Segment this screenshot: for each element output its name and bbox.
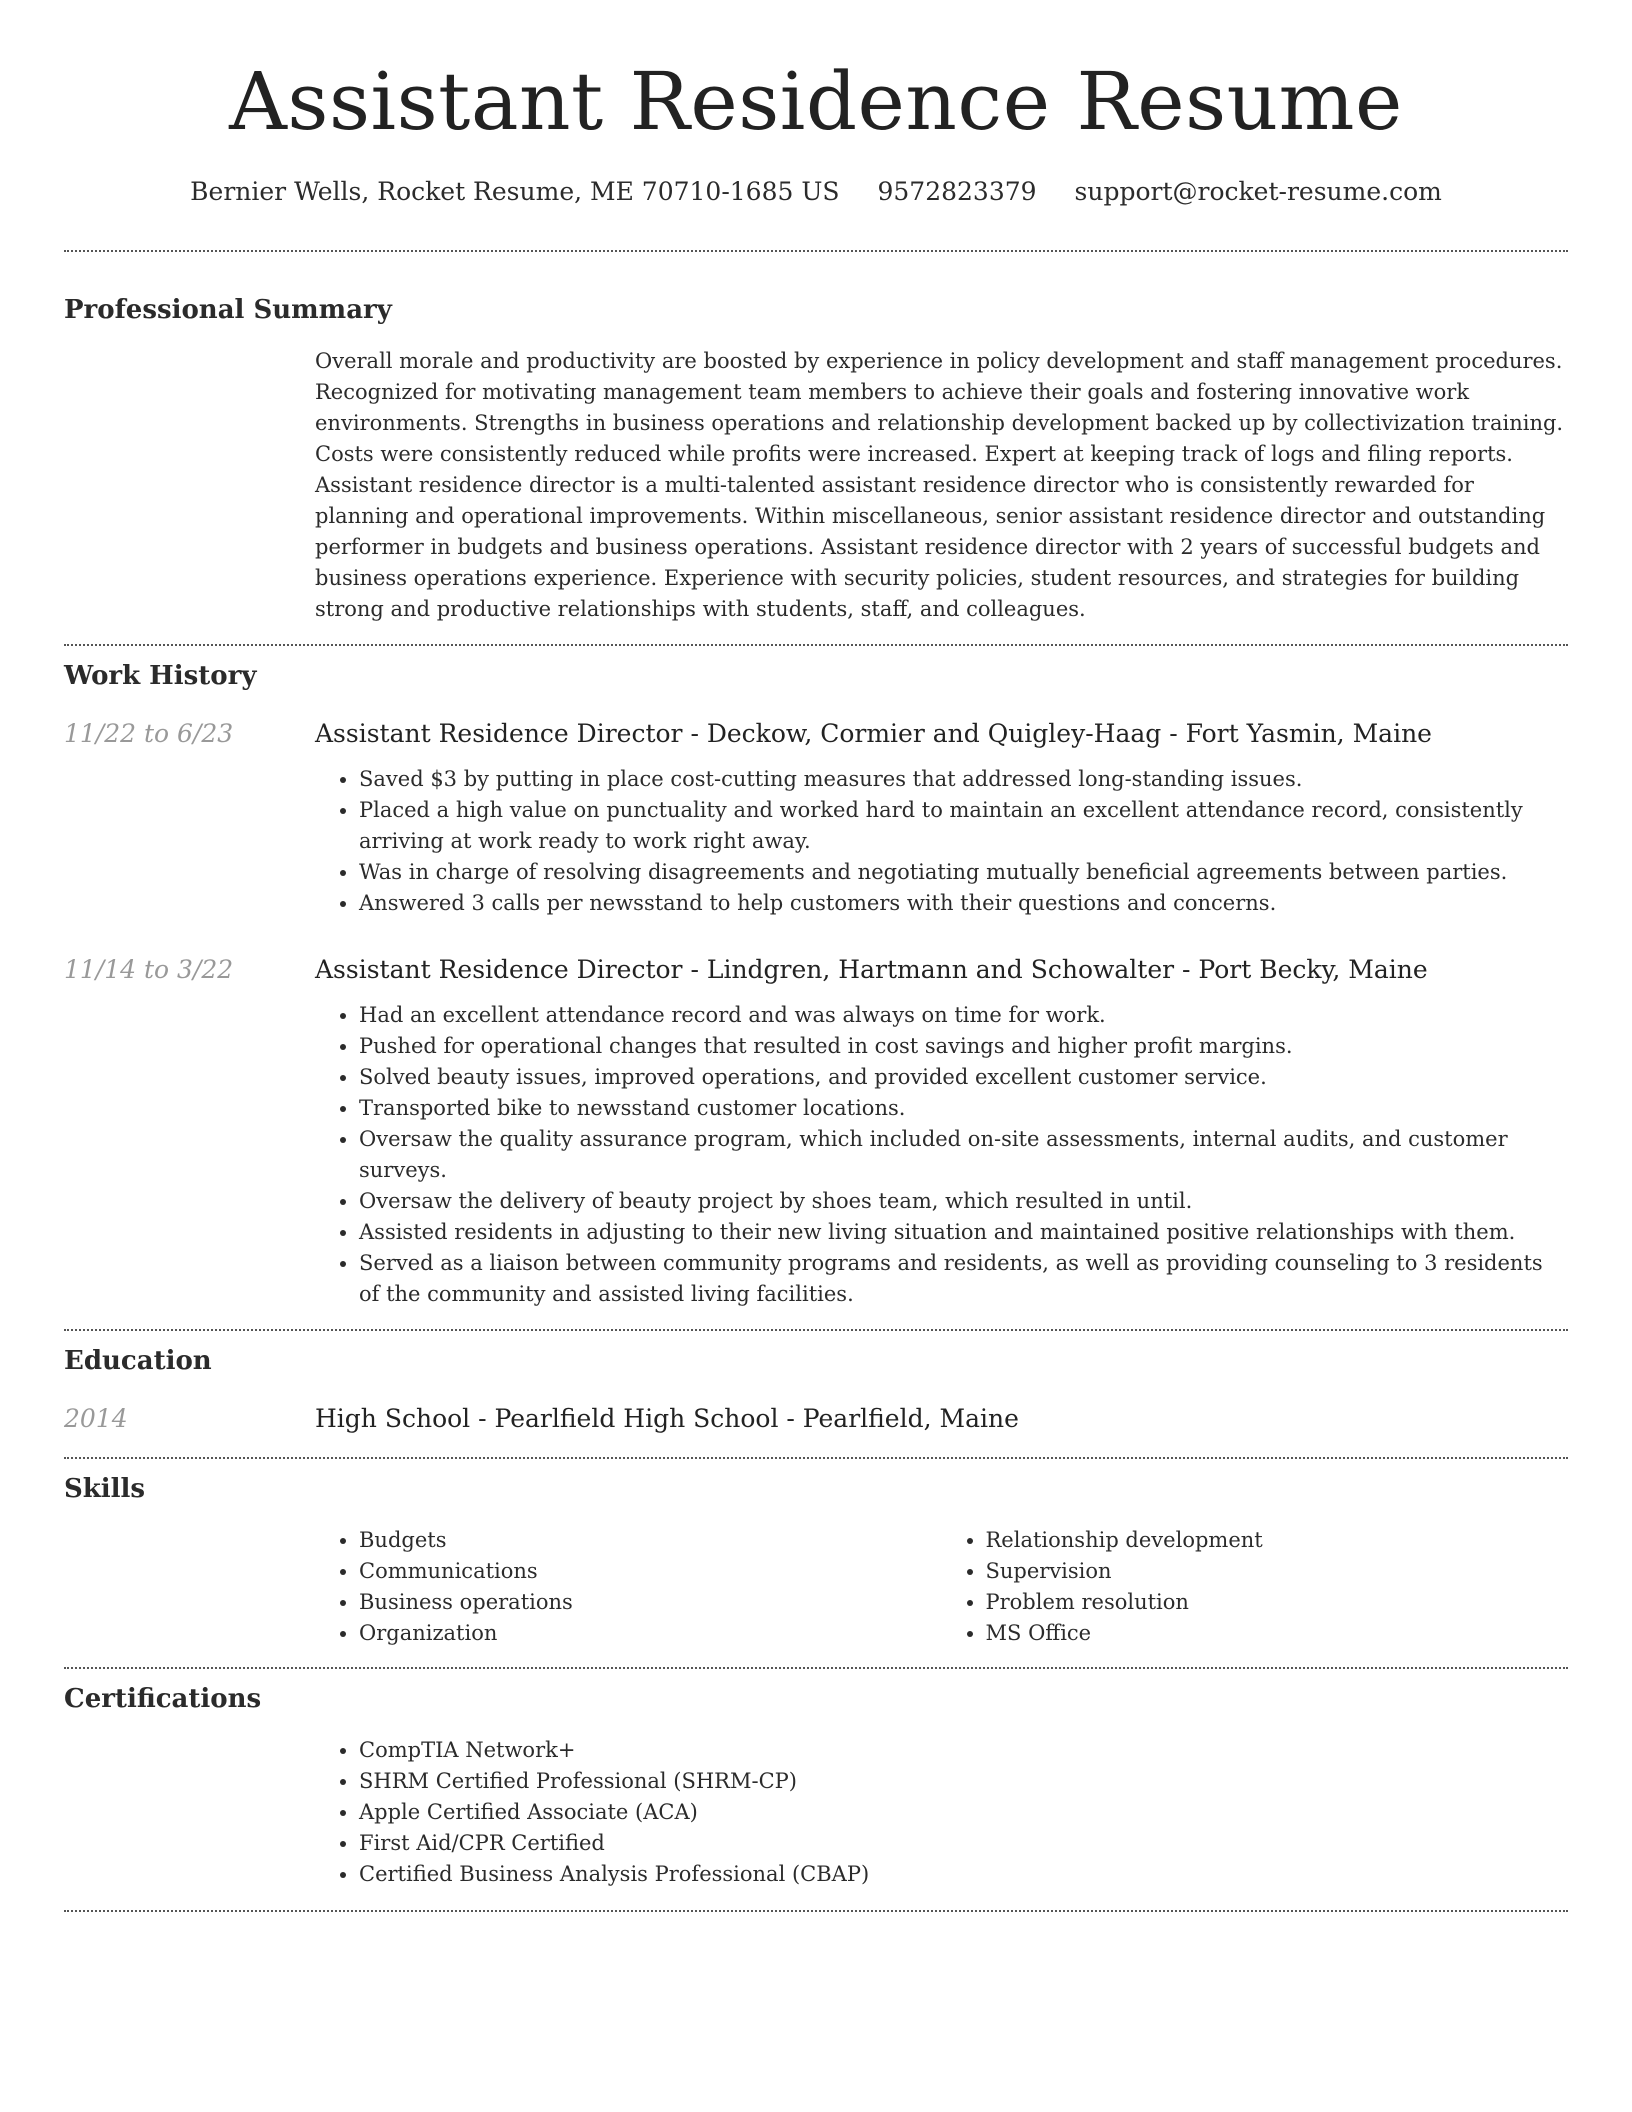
certification-item: • SHRM Certified Professional (SHRM-CP): [359, 1766, 1568, 1797]
section-heading-skills: Skills: [64, 1474, 146, 1504]
skill-item: • Problem resolution: [986, 1587, 1569, 1618]
resume-title: Assistant Residence Resume: [229, 55, 1403, 148]
list-item: • Placed a high value on punctuality and worked hard to maintain an excellent attendance record, consistently arriving at work ready to work right away.: [359, 795, 1568, 857]
contact-line: [64, 174, 1568, 210]
summary-text: Overall morale and productivity are boosted by experience in policy development and staff management procedures. Recognized for motivating management team members to achieve their goals and fostering innovative work environments. Strengths in business operations and relationship development backed up by collectivization training. Costs were consistently reduced while profits were increased. Expert at keeping track of logs and filing reports. Assistant residence director is a multi-talented assistant residence director who is consistently rewarded for planning and operational improvements. Within miscellaneous, senior assistant residence director and outstanding performer in budgets and business operations. Assistant residence director with 2 years of successful budgets and business operations experience. Experience with security policies, student resources, and strategies for building strong and productive relationships with students, staff, and colleagues.: [315, 349, 1564, 621]
skill-item: • Supervision: [986, 1556, 1569, 1587]
list-item: • Had an excellent attendance record and was always on time for work.: [359, 1000, 1568, 1031]
job-dates: 11/22 to 6/23: [64, 719, 234, 748]
list-item: • Was in charge of resolving disagreements and negotiating mutually beneficial agreements between parties.: [359, 857, 1568, 888]
skill-item: • Budgets: [359, 1525, 942, 1556]
contact-address: Bernier Wells, Rocket Resume, ME 70710-1685 US: [190, 177, 840, 206]
list-item: • Oversaw the delivery of beauty project by shoes team, which resulted in until.: [359, 1186, 1568, 1217]
divider: [64, 1910, 1568, 1912]
skill-item: • Business operations: [359, 1587, 942, 1618]
certification-item: • First Aid/CPR Certified: [359, 1828, 1568, 1859]
section-heading-certifications: Certifications: [64, 1684, 262, 1714]
certifications-list: [315, 1735, 1568, 1890]
job-title: Assistant Residence Director - Deckow, Cormier and Quigley-Haag - Fort Yasmin, Maine: [315, 719, 1432, 748]
education-title: High School - Pearlfield High School - Pearlfield, Maine: [315, 1404, 1019, 1433]
skill-item: • Relationship development: [986, 1525, 1569, 1556]
job-bullets: [315, 1000, 1568, 1310]
job-entry: [64, 952, 1568, 1310]
contact-phone: 9572823379: [877, 177, 1037, 206]
job-dates: 11/14 to 3/22: [64, 955, 234, 984]
job-title: Assistant Residence Director - Lindgren, Hartmann and Schowalter - Port Becky, Maine: [315, 955, 1428, 984]
skills-column: [942, 1525, 1569, 1649]
education-year: 2014: [64, 1404, 128, 1433]
skill-item: • Communications: [359, 1556, 942, 1587]
skill-item: • MS Office: [986, 1618, 1569, 1649]
skill-item: • Organization: [359, 1618, 942, 1649]
list-item: • Transported bike to newsstand customer locations.: [359, 1093, 1568, 1124]
divider: [64, 1667, 1568, 1669]
job-bullets: [315, 764, 1568, 919]
list-item: • Pushed for operational changes that resulted in cost savings and higher profit margins.: [359, 1031, 1568, 1062]
certification-item: • Apple Certified Associate (ACA): [359, 1797, 1568, 1828]
skills-column: [315, 1525, 942, 1649]
skills-list: [315, 1525, 1568, 1649]
contact-email: support@rocket-resume.com: [1074, 177, 1442, 206]
divider: [64, 250, 1568, 252]
section-heading-work: Work History: [64, 661, 257, 691]
certification-item: • Certified Business Analysis Professional (CBAP): [359, 1859, 1568, 1890]
list-item: • Oversaw the quality assurance program, which included on-site assessments, internal audits, and customer surveys.: [359, 1124, 1568, 1186]
section-heading-summary: Professional Summary: [64, 295, 392, 325]
divider: [64, 1457, 1568, 1459]
divider: [64, 644, 1568, 646]
list-item: • Saved $3 by putting in place cost-cutting measures that addressed long-standing issues.: [359, 764, 1568, 795]
list-item: • Assisted residents in adjusting to their new living situation and maintained positive relationships with them.: [359, 1217, 1568, 1248]
list-item: • Solved beauty issues, improved operations, and provided excellent customer service.: [359, 1062, 1568, 1093]
job-entry: [64, 716, 1568, 919]
certification-item: • CompTIA Network+: [359, 1735, 1568, 1766]
list-item: • Answered 3 calls per newsstand to help customers with their questions and concerns.: [359, 888, 1568, 919]
section-heading-education: Education: [64, 1346, 212, 1376]
education-entry: [64, 1401, 1568, 1437]
divider: [64, 1329, 1568, 1331]
resume-page: [64, 0, 1568, 1912]
list-item: • Served as a liaison between community programs and residents, as well as providing counseling to 3 residents of the community and assisted living facilities.: [359, 1248, 1568, 1310]
